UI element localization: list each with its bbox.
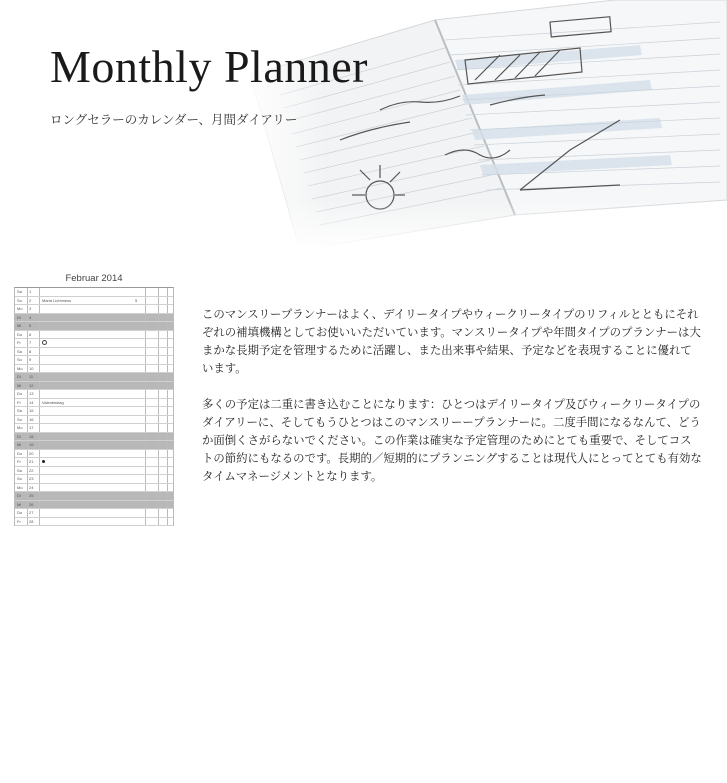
calendar-note-cell — [41, 458, 142, 466]
calendar-note-cell — [41, 348, 142, 356]
calendar-weekday: Mo — [17, 424, 28, 432]
calendar-weekday: Fr — [17, 458, 28, 466]
grid-line — [145, 348, 146, 356]
calendar-date: 6 — [29, 331, 32, 337]
calendar-note-cell — [41, 365, 142, 373]
hero-banner — [0, 0, 727, 250]
grid-line — [167, 416, 168, 424]
calendar-date: 10 — [29, 365, 34, 371]
grid-line — [167, 450, 168, 458]
calendar-row — [15, 382, 173, 391]
grid-line — [167, 314, 168, 322]
grid-line — [158, 518, 159, 526]
grid-line — [158, 433, 159, 441]
calendar-note-cell — [41, 424, 142, 432]
calendar-weekday: Fr — [17, 518, 28, 526]
grid-line — [158, 314, 159, 322]
calendar-note-cell — [41, 356, 142, 364]
calendar-date: 21 — [29, 459, 34, 464]
grid-line — [158, 441, 159, 449]
calendar-row — [15, 441, 173, 450]
calendar-date-cell — [28, 348, 40, 356]
calendar-date-cell — [28, 450, 40, 458]
grid-line — [158, 348, 159, 356]
calendar-date-cell — [28, 501, 40, 509]
calendar-row — [15, 501, 173, 510]
calendar-note-cell — [41, 501, 142, 509]
calendar-date-cell — [28, 518, 40, 526]
grid-line — [145, 484, 146, 492]
calendar-row — [15, 407, 173, 416]
grid-line — [167, 339, 168, 347]
calendar-row — [15, 467, 173, 476]
calendar-weekday: Mo — [17, 365, 28, 373]
calendar-weekday: Di — [17, 373, 28, 381]
grid-line — [158, 407, 159, 415]
calendar-date: 28 — [29, 518, 34, 524]
calendar-date-cell — [28, 288, 40, 296]
calendar-weekday: Sa — [17, 467, 28, 475]
grid-line — [167, 373, 168, 381]
grid-line — [167, 492, 168, 500]
calendar-date: 16 — [29, 416, 34, 422]
calendar-date-cell — [28, 407, 40, 415]
grid-line — [167, 424, 168, 432]
grid-line — [167, 288, 168, 296]
calendar-date-cell — [28, 322, 40, 330]
calendar-note-cell — [41, 416, 142, 424]
calendar-note-cell — [41, 382, 142, 390]
page-title: Monthly Planner — [50, 41, 368, 92]
description-paragraph: 多くの予定は二重に書き込むことになります：ひとつはデイリータイプ及びウィークリータイプのダイアリーに、そしてもうひとつはこのマンスリーープランナーに。二度手間になるなんて、どうか面倒くさがらないでください。この作業は確実な予定管理のためにとても重要で、そしてコストの節約にもなるのです。長期的／短期的にプランニングすることは現代人にとってとても有効なタイムマネージメントとなります。 — [202, 397, 702, 483]
calendar-date-cell — [28, 314, 40, 322]
grid-line — [167, 356, 168, 364]
grid-line — [145, 331, 146, 339]
calendar-note-cell — [41, 475, 142, 483]
calendar-row — [15, 322, 173, 331]
calendar-note-cell — [41, 484, 142, 492]
monthly-calendar-sample — [14, 273, 174, 524]
grid-line — [145, 458, 146, 466]
calendar-date-cell — [28, 475, 40, 483]
calendar-row — [15, 297, 173, 306]
calendar-weekday: Di — [17, 433, 28, 441]
calendar-weekday: So — [17, 416, 28, 424]
calendar-note-cell — [41, 314, 142, 322]
grid-line — [158, 416, 159, 424]
calendar-row — [15, 450, 173, 459]
calendar-date: 7 — [29, 340, 32, 345]
filled-moon-icon — [42, 460, 45, 463]
calendar-weekday: Di — [17, 314, 28, 322]
grid-line — [158, 297, 159, 305]
grid-line — [167, 322, 168, 330]
calendar-weekday: So — [17, 475, 28, 483]
grid-line — [145, 416, 146, 424]
calendar-weekday: Mo — [17, 305, 28, 313]
grid-line — [167, 509, 168, 517]
calendar-weekday: So — [17, 297, 28, 305]
grid-line — [145, 399, 146, 407]
grid-line — [145, 450, 146, 458]
grid-line — [158, 331, 159, 339]
grid-line — [145, 373, 146, 381]
grid-line — [145, 288, 146, 296]
calendar-row — [15, 399, 173, 408]
calendar-note-cell — [41, 331, 142, 339]
calendar-date-cell — [28, 441, 40, 449]
calendar-date: 26 — [29, 501, 34, 507]
calendar-date: 19 — [29, 442, 34, 447]
calendar-date: 13 — [29, 391, 34, 396]
calendar-row — [15, 365, 173, 374]
calendar-weekday: Fr — [17, 399, 28, 407]
calendar-rows — [14, 287, 174, 526]
calendar-weekday: Do — [17, 509, 28, 517]
grid-line — [158, 382, 159, 390]
calendar-date-cell — [28, 467, 40, 475]
calendar-date-cell — [28, 356, 40, 364]
grid-line — [158, 475, 159, 483]
grid-line — [158, 390, 159, 398]
calendar-row — [15, 356, 173, 365]
calendar-row — [15, 424, 173, 433]
calendar-date-cell — [28, 365, 40, 373]
calendar-row — [15, 348, 173, 357]
calendar-note-cell — [41, 407, 142, 415]
grid-line — [167, 297, 168, 305]
calendar-date: 1 — [29, 289, 32, 294]
grid-line — [145, 424, 146, 432]
grid-line — [145, 297, 146, 305]
grid-line — [167, 399, 168, 407]
calendar-weekday: Sa — [17, 407, 28, 415]
grid-line — [167, 458, 168, 466]
grid-line — [158, 509, 159, 517]
grid-line — [167, 501, 168, 509]
calendar-date: 20 — [29, 450, 34, 456]
calendar-date: 17 — [29, 425, 34, 430]
calendar-note-cell — [41, 297, 142, 305]
grid-line — [167, 365, 168, 373]
calendar-date: 18 — [29, 433, 34, 439]
calendar-title: Februar 2014 — [65, 273, 123, 284]
calendar-weekday: Sa — [17, 348, 28, 356]
calendar-row — [15, 331, 173, 340]
grid-line — [145, 433, 146, 441]
page-subtitle: ロングセラーのカレンダー、月間ダイアリー — [50, 112, 298, 127]
calendar-row — [15, 288, 173, 297]
grid-line — [158, 399, 159, 407]
calendar-note-cell — [41, 390, 142, 398]
grid-line — [158, 339, 159, 347]
grid-line — [167, 390, 168, 398]
calendar-date-cell — [28, 509, 40, 517]
calendar-date-cell — [28, 399, 40, 407]
calendar-note-cell — [41, 467, 142, 475]
grid-line — [158, 484, 159, 492]
calendar-note-cell — [41, 373, 142, 381]
calendar-note: Valentinstag — [42, 399, 64, 405]
grid-line — [158, 305, 159, 313]
calendar-weekday: Di — [17, 492, 28, 500]
grid-line — [145, 356, 146, 364]
calendar-date: 24 — [29, 484, 34, 490]
calendar-date-cell — [28, 305, 40, 313]
calendar-date: 4 — [29, 314, 32, 320]
calendar-date: 27 — [29, 510, 34, 515]
grid-line — [167, 305, 168, 313]
calendar-row — [15, 458, 173, 467]
calendar-weekday: Mo — [17, 484, 28, 492]
grid-line — [145, 314, 146, 322]
calendar-date: 25 — [29, 493, 34, 498]
calendar-weekday: Mi — [17, 382, 28, 390]
grid-line — [167, 475, 168, 483]
calendar-note-cell — [41, 433, 142, 441]
calendar-date: 8 — [29, 348, 32, 354]
grid-line — [145, 518, 146, 526]
calendar-row — [15, 509, 173, 518]
calendar-row — [15, 305, 173, 314]
grid-line — [167, 433, 168, 441]
calendar-date-cell — [28, 390, 40, 398]
calendar-note-cell — [41, 492, 142, 500]
empty-moon-icon — [42, 340, 47, 345]
grid-line — [145, 365, 146, 373]
calendar-date-cell — [28, 492, 40, 500]
calendar-date: 15 — [29, 408, 34, 413]
grid-line — [145, 492, 146, 500]
calendar-date-cell — [28, 424, 40, 432]
calendar-note-cell — [41, 518, 142, 526]
calendar-date-cell — [28, 433, 40, 441]
grid-line — [158, 501, 159, 509]
grid-line — [145, 475, 146, 483]
calendar-date: 3 — [29, 306, 32, 311]
calendar-weekday: So — [17, 356, 28, 364]
calendar-note-cell — [41, 399, 142, 407]
calendar-note-cell — [41, 288, 142, 296]
calendar-row — [15, 339, 173, 348]
grid-line — [158, 458, 159, 466]
calendar-date: 2 — [29, 297, 32, 303]
grid-line — [145, 501, 146, 509]
grid-line — [167, 331, 168, 339]
calendar-weekday: Do — [17, 390, 28, 398]
calendar-weekday: Fr — [17, 339, 28, 347]
grid-line — [158, 467, 159, 475]
calendar-date: 22 — [29, 467, 34, 473]
calendar-weekday: Sa — [17, 288, 28, 296]
calendar-weekday: Mi — [17, 501, 28, 509]
calendar-date: 14 — [29, 399, 34, 405]
grid-line — [158, 424, 159, 432]
calendar-date-cell — [28, 416, 40, 424]
calendar-date-cell — [28, 297, 40, 305]
calendar-row — [15, 475, 173, 484]
calendar-note-cell — [41, 339, 142, 347]
calendar-weekday: Mi — [17, 322, 28, 330]
calendar-row — [15, 518, 173, 527]
calendar-note-cell — [41, 441, 142, 449]
calendar-note-cell — [41, 450, 142, 458]
grid-line — [158, 450, 159, 458]
calendar-weekday: Mi — [17, 441, 28, 449]
grid-line — [167, 467, 168, 475]
grid-line — [145, 322, 146, 330]
grid-line — [158, 356, 159, 364]
calendar-date-cell — [28, 331, 40, 339]
calendar-row — [15, 484, 173, 493]
grid-line — [167, 441, 168, 449]
grid-line — [145, 339, 146, 347]
calendar-row — [15, 492, 173, 501]
grid-line — [167, 382, 168, 390]
grid-line — [167, 518, 168, 526]
calendar-row — [15, 314, 173, 323]
calendar-note-cell — [41, 305, 142, 313]
calendar-note-cell — [41, 322, 142, 330]
calendar-date: 9 — [29, 357, 32, 362]
grid-line — [145, 509, 146, 517]
grid-line — [167, 484, 168, 492]
calendar-weekday: Do — [17, 331, 28, 339]
grid-line — [158, 322, 159, 330]
calendar-date-cell — [28, 373, 40, 381]
calendar-date: 12 — [29, 382, 34, 388]
grid-line — [145, 382, 146, 390]
grid-line — [158, 492, 159, 500]
calendar-row — [15, 390, 173, 399]
calendar-note-cell — [41, 509, 142, 517]
grid-line — [158, 373, 159, 381]
grid-line — [158, 365, 159, 373]
calendar-date: 23 — [29, 476, 34, 481]
grid-line — [145, 441, 146, 449]
calendar-date-cell — [28, 382, 40, 390]
calendar-weekday: Do — [17, 450, 28, 458]
notebook-photo — [240, 0, 727, 250]
calendar-date: 11 — [29, 374, 34, 379]
calendar-date: 5 — [29, 323, 32, 328]
description — [202, 305, 702, 503]
calendar-note: Maria Lichtmess — [42, 297, 72, 303]
grid-line — [158, 288, 159, 296]
grid-line — [145, 407, 146, 415]
calendar-row — [15, 433, 173, 442]
calendar-date-cell — [28, 458, 40, 466]
calendar-date-cell — [28, 339, 40, 347]
grid-line — [167, 348, 168, 356]
calendar-date-cell — [28, 484, 40, 492]
calendar-row — [15, 373, 173, 382]
description-paragraph: このマンスリープランナーはよく、デイリータイプやウィークリータイプのリフィルとともにそれぞれの補填機構としてお使いいただいています。マンスリータイプや年間タイプのプランナーは大まかな長期予定を管理するために活躍し、また出来事や結果、予定などを表現することに優れています。 — [202, 307, 701, 375]
grid-line — [145, 305, 146, 313]
grid-line — [145, 467, 146, 475]
grid-line — [145, 390, 146, 398]
calendar-week-number: 5 — [135, 297, 138, 303]
calendar-row — [15, 416, 173, 425]
grid-line — [167, 407, 168, 415]
